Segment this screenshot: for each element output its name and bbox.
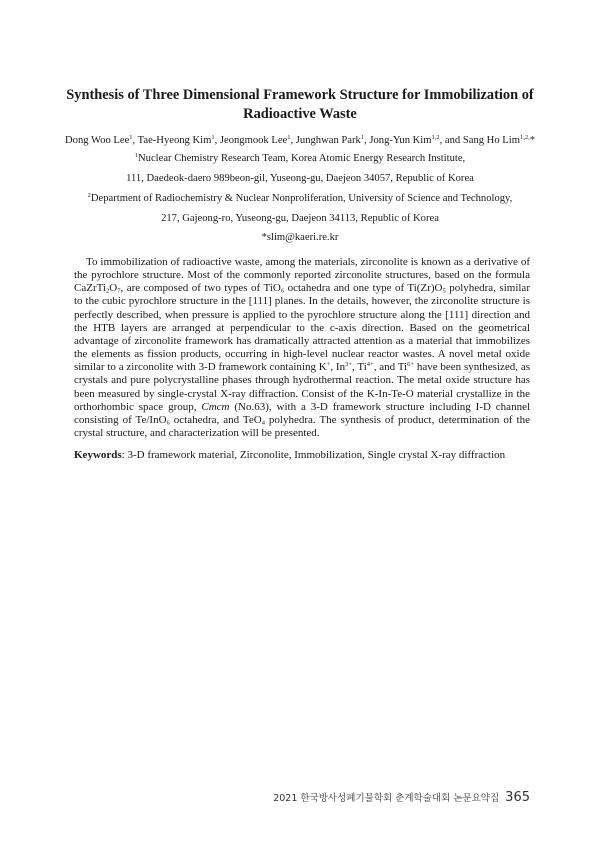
affiliation-line: 111, Daedeok-daero 989beon-gil, Yuseong-gu, Daejeon 34057, Republic of Korea [126,173,474,184]
superscript: + [326,361,331,369]
author-separator: , [290,135,296,146]
author-affiliation-mark: 1 [360,134,365,141]
abstract-text: O [109,282,118,295]
subscript: 2 [106,287,110,295]
affiliation-number: 1 [134,152,139,159]
subscript: 5 [442,287,446,295]
affiliation-line: Department of Radiochemistry & Nuclear Nonproliferation, University of Science and Technology, [90,193,513,204]
affiliation-1-address [40,172,560,186]
author: Jeongmook Lee [219,135,288,146]
page-number: 365 [505,790,530,805]
author-list [40,134,560,148]
author: Sang Ho Lim [462,135,520,146]
affiliation-2 [40,192,560,206]
subscript: 7 [117,287,121,295]
author-affiliation-mark: 1,2, [519,134,530,141]
affiliation-line: Nuclear Chemistry Research Team, Korea Atomic Energy Research Institute, [138,153,466,164]
author-affiliation-mark: 1 [129,134,133,141]
author-separator: , [132,135,138,146]
proceedings-name: 2021 한국방사성폐기물학회 춘계학술대회 논문요약집 [273,793,500,804]
superscript: 3+ [345,361,353,369]
corresponding-email [40,231,560,245]
abstract-text: , are composed of two types of TiO [120,282,281,295]
affiliation-1 [40,152,560,166]
author: Tae-Hyeong Kim [137,135,212,146]
abstract-text: , and Ti [373,361,408,374]
affiliation-line: 217, Gajeong-ro, Yuseong-gu, Daejeon 34113, Republic of Korea [161,213,439,224]
author-separator: , and [439,135,463,146]
abstract-text: have been synthesized, as crystals and pure polycrystalline phases through hydrothermal reaction. The metal oxide structure has been measured by single-crystal X-ray diffraction. Consist of the K-In-Te-O material crystallize in the orthorhombic space group, [74,361,530,413]
author: Junghwan Park [295,135,361,146]
keywords-text: : 3-D framework material, Zirconolite, Immobilization, Single crystal X-ray diffraction [121,449,506,461]
author-affiliation-mark: 1,2 [431,134,440,141]
author-affiliation-mark: 1 [287,134,291,141]
subscript: 4 [261,419,265,427]
affiliation-2-address [40,212,560,226]
abstract-text: octahedra and one type of Ti(Zr)O [284,282,443,295]
corresponding-author-mark: * [529,135,535,146]
email-text: *slim@kaeri.re.kr [261,232,339,243]
abstract-text: octahedra, and TeO [169,413,262,426]
keywords-line [74,449,530,462]
abstract-text: (No.63), with a 3-D framework structure including I-D channel consisting of Te/InO [74,400,531,426]
page-footer [273,790,530,805]
author-separator: , [214,135,220,146]
abstract-text: To immobilization of radioactive waste, among the materials, zirconolite is known as a derivative of the pyrochlore structure. Most of the commonly reported zirconolite structures, based on the formula CaZrTi [74,256,530,295]
author-separator: , [364,135,370,146]
keywords-label: Keywords [74,449,122,461]
abstract-text: polyhedra. The synthesis of product, determination of the crystal structure, and characterization will be presented. [74,413,530,440]
superscript: 4+ [366,361,374,369]
subscript: 6 [280,287,285,295]
superscript: 6+ [407,361,415,369]
subscript: 6 [166,419,170,427]
affiliation-number: 2 [87,192,91,199]
abstract-paragraph [74,256,530,440]
author: Jong-Yun Kim [369,135,432,146]
abstract-text: , Ti [352,361,367,374]
abstract-text: polyhedra, similar to the cubic pyrochlore structure in the [111] planes. In the details, however, the zirconolite structure is perfectly described, when pressure is applied to the pyrochlore structure along the [111] direction and the HTB layers are arranged at perpendicular to the c-axis direction. Based on the geometrical advantage of zirconolite framework has dramatically attracted attention as a material that immobilizes the elements as fission products, occurring in high-level nuclear reactor wastes. A novel metal oxide similar to a zirconolite with 3-D framework containing K [74,282,530,374]
abstract-text: , In [330,361,346,374]
author-affiliation-mark: 1 [211,134,215,141]
space-group: Cmcm [201,400,230,413]
author: Dong Woo Lee [65,135,130,146]
paper-title: Synthesis of Three Dimensional Framework Structure for Immobilization of Radioactive Waste [66,87,534,122]
